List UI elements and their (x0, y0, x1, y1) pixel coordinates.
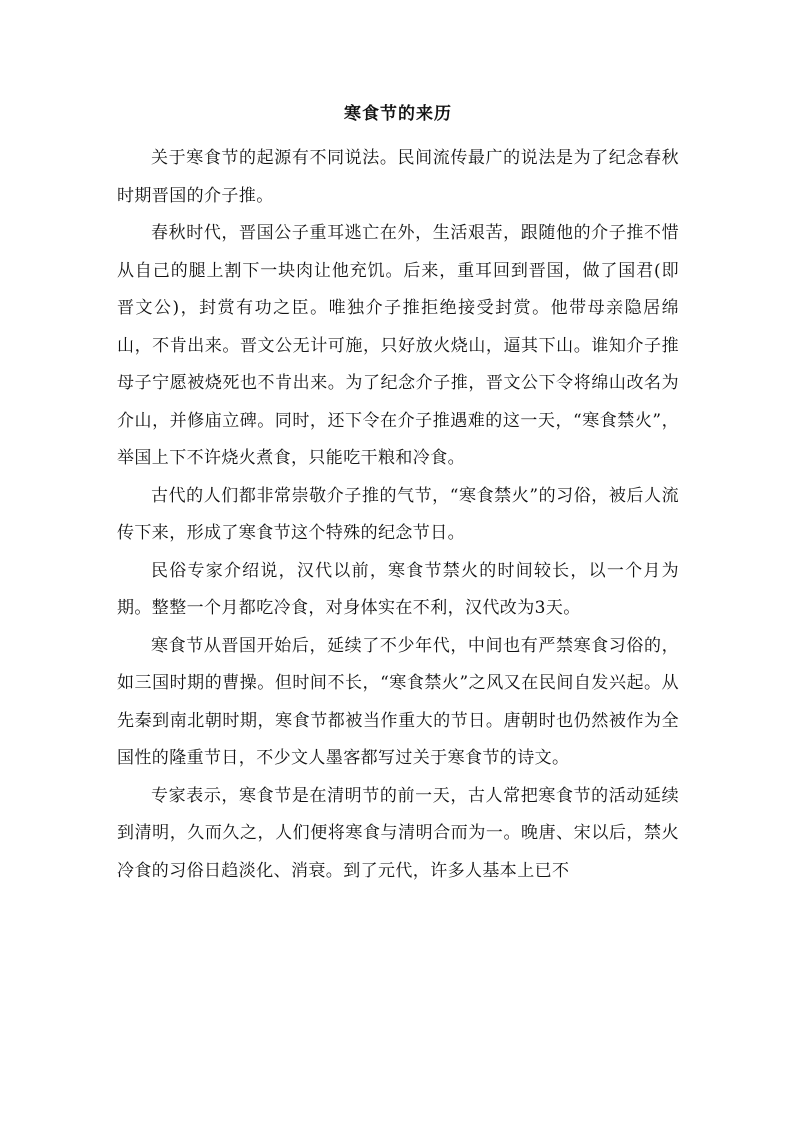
paragraph-qingming: 专家表示，寒食节是在清明节的前一天，古人常把寒食节的活动延续到清明，久而久之，人们便将寒食与清明合而为一。晚唐、宋以后，禁火冷食的习俗日趋淡化、消衰。到了元代，许多人基本上已不 (117, 785, 679, 881)
document-body (117, 140, 679, 890)
document-title: 寒食节的来历 (344, 104, 452, 124)
paragraph-story: 春秋时代，晋国公子重耳逃亡在外，生活艰苦，跟随他的介子推不惜从自己的腿上割下一块肉让他充饥。后来，重耳回到晋国，做了国君(即晋文公)，封赏有功之臣。唯独介子推拒绝接受封赏。他带母亲隐居绵山，不肯出来。晋文公无计可施，只好放火烧山，逼其下山。谁知介子推母子宁愿被烧死也不肯出来。为了纪念介子推，晋文公下令将绵山改名为介山，并修庙立碑。同时，还下令在介子推遇难的这一天，“寒食禁火”，举国上下不许烧火煮食，只能吃干粮和冷食。 (117, 223, 679, 468)
paragraph-history: 寒食节从晋国开始后，延续了不少年代，中间也有严禁寒食习俗的，如三国时期的曹操。但时间不长，“寒食禁火”之风又在民间自发兴起。从先秦到南北朝时期，寒食节都被当作重大的节日。唐朝时也仍然被作为全国性的隆重节日，不少文人墨客都写过关于寒食节的诗文。 (117, 635, 679, 768)
document-page (117, 0, 679, 1123)
paragraph-duration: 民俗专家介绍说，汉代以前，寒食节禁火的时间较长，以一个月为期。整整一个月都吃冷食，对身体实在不利，汉代改为3天。 (117, 560, 679, 618)
paragraph-custom: 古代的人们都非常崇敬介子推的气节，“寒食禁火”的习俗，被后人流传下来，形成了寒食节这个特殊的纪念节日。 (117, 485, 679, 543)
paragraph-origin: 关于寒食节的起源有不同说法。民间流传最广的说法是为了纪念春秋时期晋国的介子推。 (117, 148, 679, 206)
